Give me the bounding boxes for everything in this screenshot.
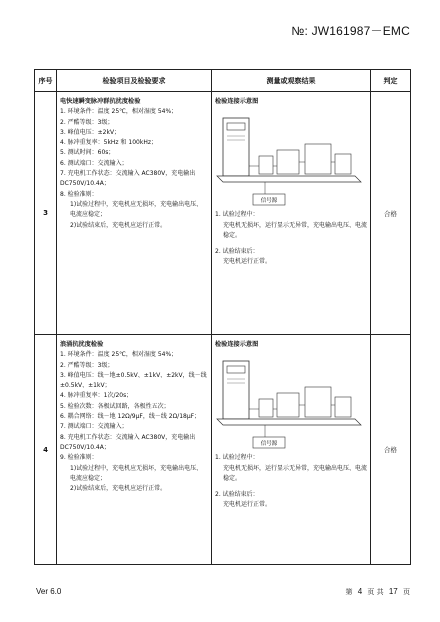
requirement-line: 6. 耦合网络：线－地 12Ω/9μF，线－线 2Ω/18μF； (60, 413, 201, 421)
requirement-line: 4. 脉冲重复率：1次/20s； (60, 392, 133, 400)
criteria-line: 2)试验结束后，充电机应运行正常。 (70, 485, 167, 493)
criteria-line: 2)试验结束后，充电机应运行正常。 (70, 221, 167, 229)
result-line: 充电机运行正常。 (223, 501, 272, 509)
requirement-line: 5. 检验次数：各极试回路，各极性五次； (60, 402, 170, 410)
report-number: №: JW161987－EMC (291, 24, 410, 38)
requirement-line: 1. 环境条件：温度 25℃，相对湿度 54%； (60, 351, 178, 359)
diagram-title: 检验连接示意图 (215, 341, 259, 348)
header-no: 序号 (35, 70, 57, 92)
result-line: 充电机运行正常。 (223, 258, 272, 266)
measurement-results (212, 92, 371, 335)
signal-source-label: 信号源 (260, 441, 278, 448)
requirement-line: 8. 充电机工作状态：交流输入 AC380V，充电输出 DC750V/10.4A； (60, 433, 196, 451)
table-header-row (35, 70, 411, 92)
criteria-line: 1)试验过程中，充电机应无损坏，充电输出电压、电流应稳定； (70, 464, 203, 482)
connection-diagram (215, 353, 365, 451)
signal-source-label: 信号源 (260, 198, 278, 205)
page-mid: 页 共 (367, 588, 384, 596)
requirement-line: 7. 测试端口：交流输入； (60, 423, 128, 431)
page-current: 4 (357, 587, 363, 596)
result-line: 充电机无损坏，运行显示无异常，充电输出电压、电流稳定。 (223, 464, 368, 482)
requirement-line: 4. 脉冲重复率：5kHz 和 100kHz； (60, 139, 157, 147)
row-number: 4 (35, 335, 57, 565)
criteria-line: 1)试验过程中，充电机应无损坏，充电输出电压、电流应稳定； (70, 200, 203, 219)
requirement-line: 6. 测试端口：交流输入； (60, 159, 128, 167)
page-total: 17 (388, 587, 398, 596)
test-requirements (57, 335, 212, 565)
header-verdict: 判定 (371, 70, 411, 92)
header-result: 测量或观察结果 (212, 70, 371, 92)
result-line: 1. 试验过程中： (215, 454, 259, 462)
measurement-results (212, 335, 371, 565)
requirement-line: 8. 检验准则： (60, 190, 98, 198)
requirement-line: 3. 峰值电压：±2kV； (60, 128, 121, 136)
result-line: 2. 试验结束后： (215, 248, 259, 256)
requirement-line: 1. 环境条件：温度 25℃，相对湿度 54%； (60, 108, 178, 116)
verdict: 合格 (371, 92, 411, 335)
test-requirements (57, 92, 212, 335)
requirement-line: 2. 严酷等级：3级； (60, 361, 114, 369)
requirement-line: 7. 充电机工作状态：交流输入 AC380V，充电输出 DC750V/10.4A； (60, 170, 196, 188)
page-indicator (345, 587, 410, 597)
test-title: 浪涌抗扰度检验 (60, 341, 104, 348)
connection-diagram (215, 110, 365, 208)
verdict: 合格 (371, 335, 411, 565)
version-label: Ver 6.0 (36, 587, 62, 596)
requirement-line: 5. 测试时间：60s； (60, 149, 115, 157)
test-title: 电快速瞬变脉冲群抗扰度检验 (60, 98, 141, 105)
page-suffix: 页 (403, 588, 410, 596)
header-item: 检验项目及检验要求 (57, 70, 212, 92)
requirement-line: 2. 严酷等级：3级； (60, 118, 114, 126)
page-prefix: 第 (345, 588, 353, 596)
requirement-line: 9. 检验准则： (60, 454, 98, 462)
test-results-table (34, 69, 411, 565)
result-line: 1. 试验过程中： (215, 211, 259, 219)
result-line: 充电机无损坏，运行显示无异常，充电输出电压、电流稳定。 (223, 221, 368, 239)
table-row (35, 92, 411, 335)
row-number: 3 (35, 92, 57, 335)
diagram-title: 检验连接示意图 (215, 98, 259, 105)
requirement-line: 3. 峰值电压：线－地±0.5kV、±1kV、±2kV，线－线±0.5kV、±1kV； (60, 371, 207, 390)
result-line: 2. 试验结束后： (215, 491, 259, 499)
table-row (35, 335, 411, 565)
